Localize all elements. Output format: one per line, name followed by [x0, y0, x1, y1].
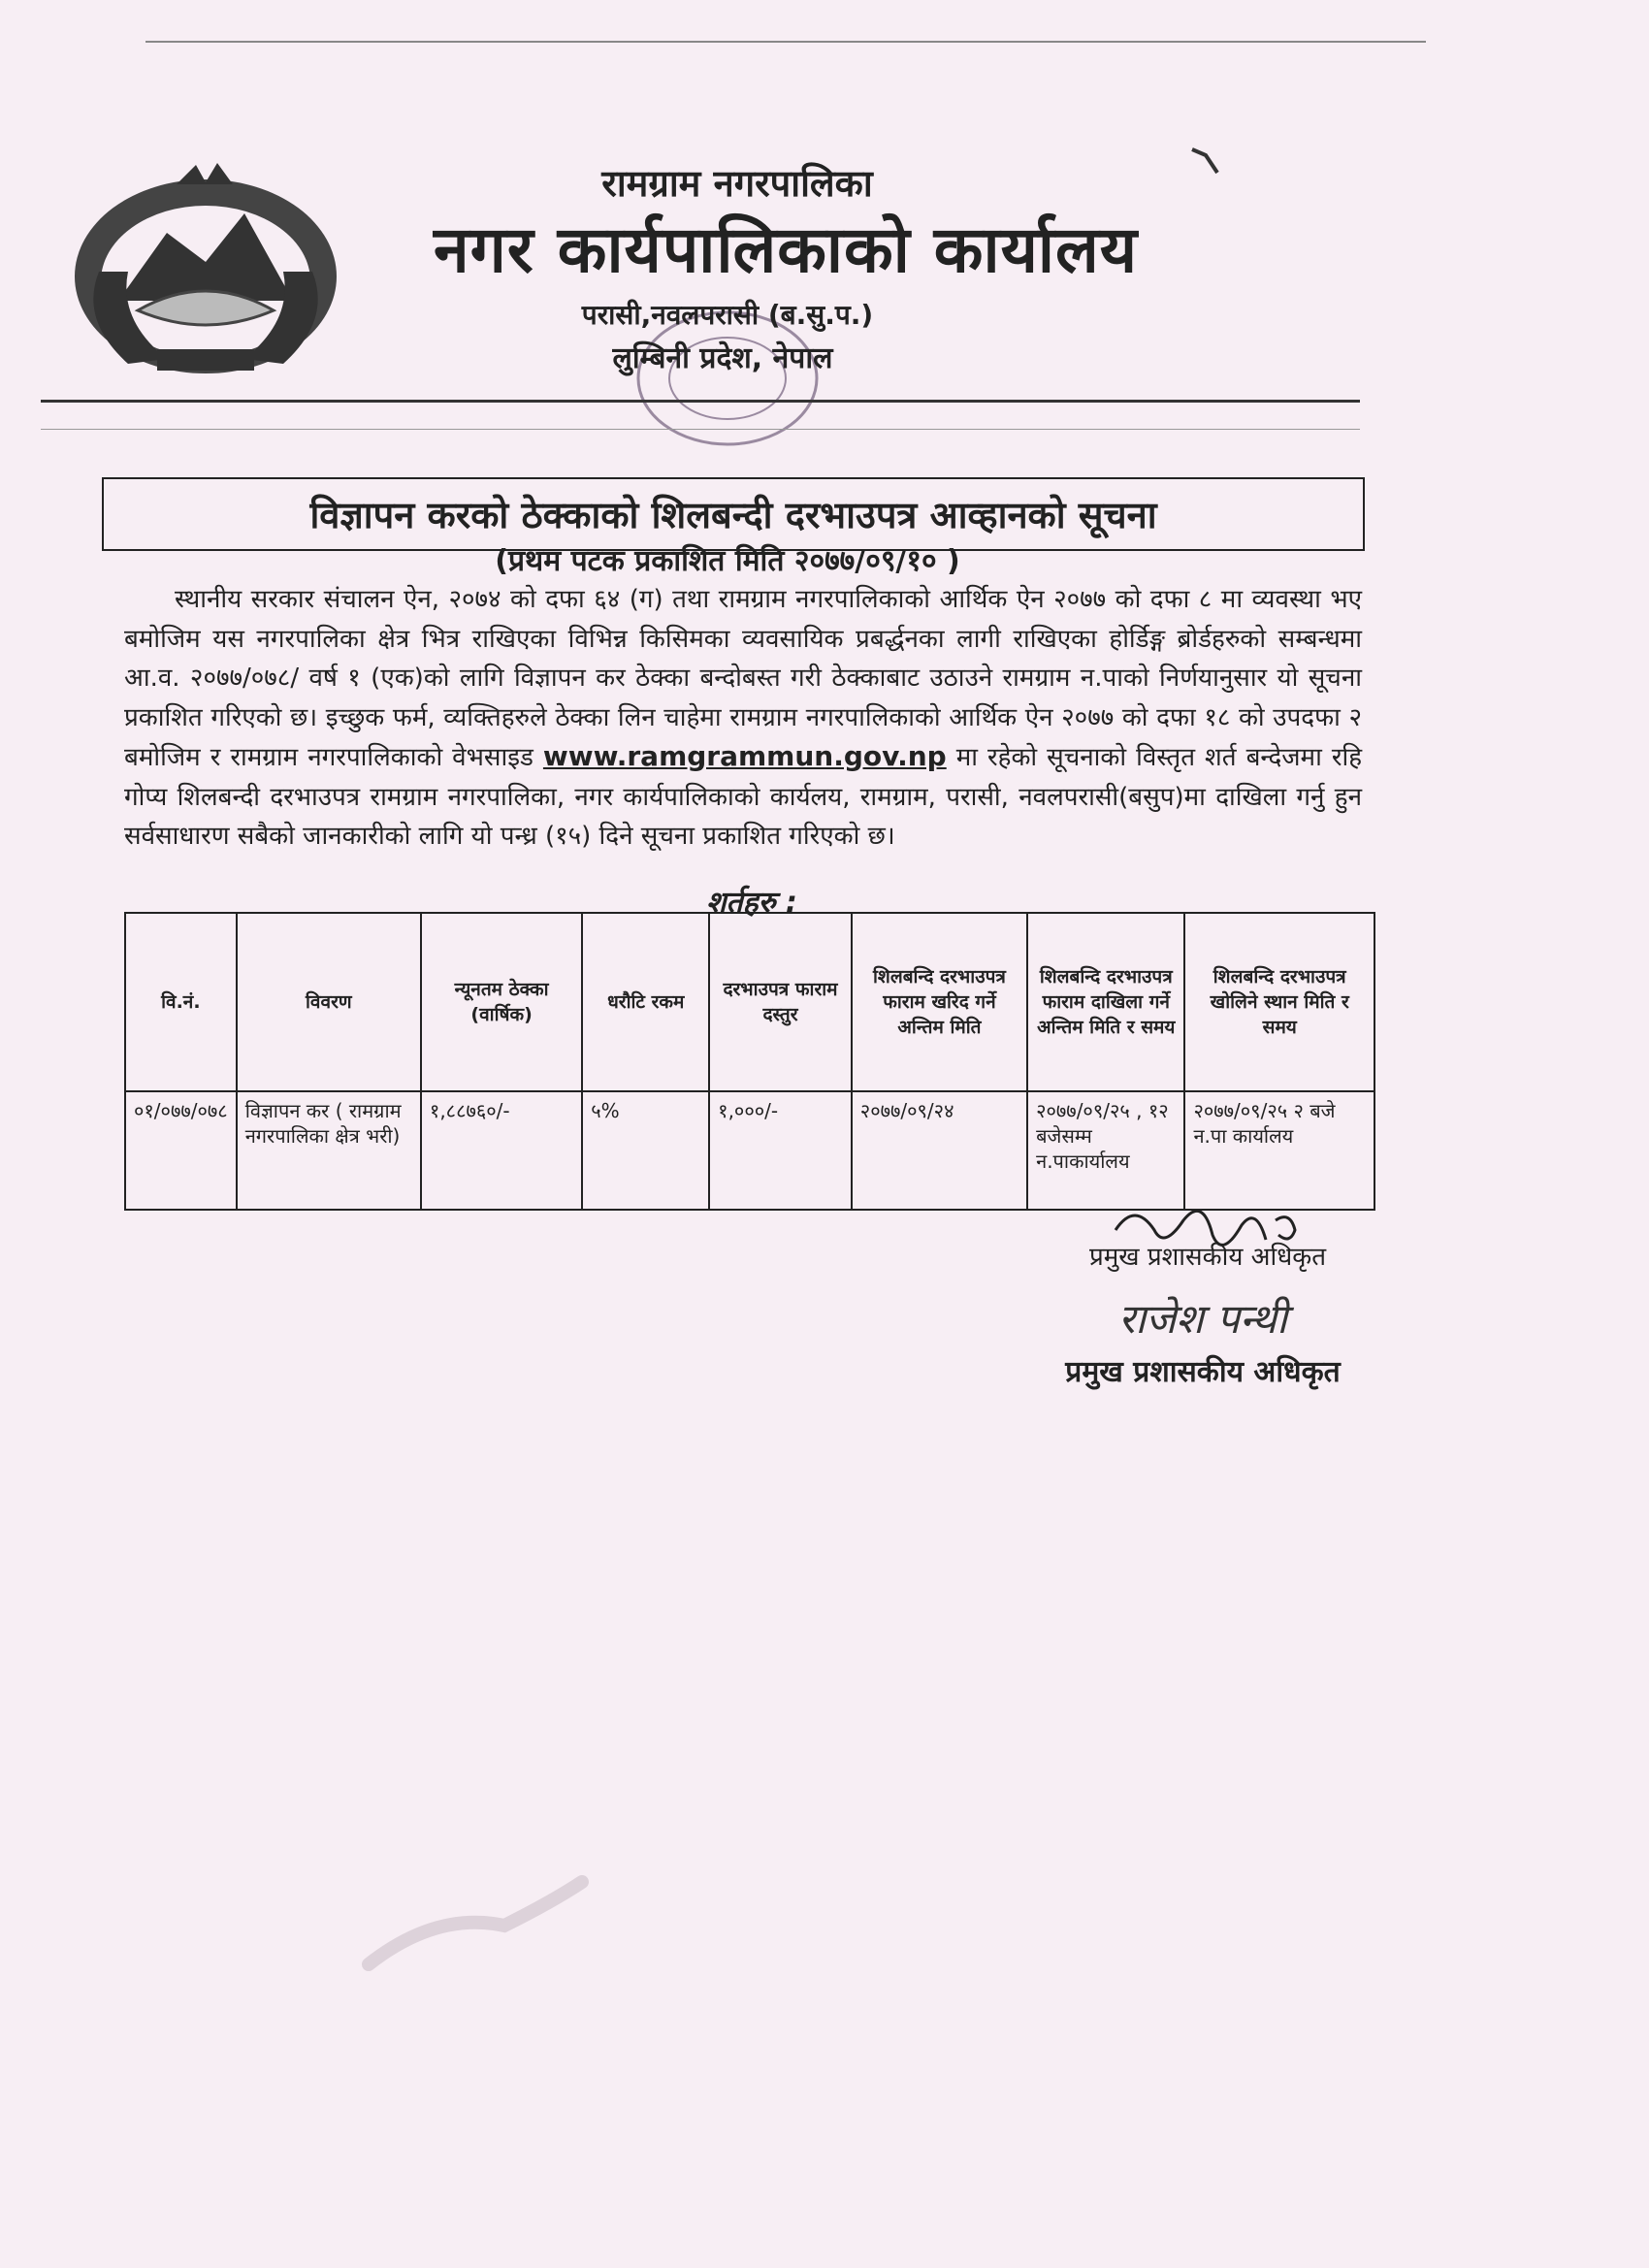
notice-title: विज्ञापन करको ठेक्काको शिलबन्दी दरभाउपत्र आव्हानको सूचना — [309, 494, 1157, 536]
cell-form-fee: १,०००/- — [709, 1091, 852, 1210]
cell-description: विज्ञापन कर ( रामग्राम नगरपालिका क्षेत्र भरी) — [237, 1091, 421, 1210]
notice-body — [124, 580, 1362, 857]
cell-purchase-deadline: २०७७/०९/२४ — [852, 1091, 1027, 1210]
tick-mark-icon — [1188, 144, 1227, 182]
notice-body-part2: मा रहेको सूचनाको विस्तृत शर्त बन्देजमा रहि गोप्य शिलबन्दी दरभाउपत्र रामग्राम नगरपालिका, नगर कार्यपालिकाको कार्यलय, रामग्राम, परासी, नवलपरासी(बसुप)मा दाखिला गर्नु हुन सर्वसाधारण सबैको जानकारीको लागि यो पन्ध्र (१५) दिने सूचना प्रकाशित गरिएको छ। — [124, 743, 1363, 851]
cell-opening-place-time: २०७७/०९/२५ २ बजे न.पा कार्यालय — [1184, 1091, 1374, 1210]
signer-stamp-title: प्रमुख प्रशासकीय अधिकृत — [1065, 1355, 1341, 1389]
header-divider-thin — [41, 429, 1360, 430]
signer-name-stamp: राजेश पन्थी — [1118, 1295, 1287, 1343]
header-description: विवरण — [237, 913, 421, 1091]
header-serial: वि.नं. — [125, 913, 237, 1091]
ink-smudge — [359, 1872, 592, 1979]
terms-heading: शर्तहरु : — [706, 886, 797, 920]
office-province: लुम्बिनी प्रदेश, नेपाल — [612, 341, 833, 375]
nepal-emblem-icon — [60, 155, 351, 378]
header-form-fee: दरभाउपत्र फाराम दस्तुर — [709, 913, 852, 1091]
municipality-name: रामग्राम नगरपालिका — [601, 162, 873, 205]
publication-date: (प्रथम पटक प्रकाशित मिति २०७७/०९/१० ) — [495, 544, 960, 578]
header-deposit: धरौटि रकम — [582, 913, 709, 1091]
cell-submission-deadline: २०७७/०९/२५ , १२ बजेसम्म न.पाकार्यालय — [1027, 1091, 1184, 1210]
header-opening-place-time: शिलबन्दि दरभाउपत्र खोलिने स्थान मिति र समय — [1184, 913, 1374, 1091]
tender-table — [124, 912, 1375, 1211]
header-divider — [41, 400, 1360, 403]
office-address: परासी,नवलपरासी (ब.सु.प.) — [581, 299, 874, 331]
table-header-row — [125, 913, 1374, 1091]
cell-serial: ०१/०७७/०७८ — [125, 1091, 237, 1210]
cell-minimum-contract: १,८८७६०/- — [421, 1091, 582, 1210]
website-link[interactable]: www.ramgrammun.gov.np — [542, 740, 947, 772]
header-minimum-contract: न्यूनतम ठेक्का (वार्षिक) — [421, 913, 582, 1091]
cell-deposit: ५% — [582, 1091, 709, 1210]
notice-body-part1: स्थानीय सरकार संचालन ऐन, २०७४ को दफा ६४ (ग) तथा रामग्राम नगरपालिकाको आर्थिक ऐन २०७७ को दफा ८ मा व्यवस्था भए बमोजिम यस नगरपालिका क्षेत्र भित्र राखिएका विभिन्न किसिमका व्यवसायिक प्रबर्द्धनका लागी राखिएका होर्डिङ्ग ब्रोर्डहरुको सम्बन्धमा आ.व. २०७७/०७८/ वर्ष १ (एक)को लागि विज्ञापन कर ठेक्का बन्दोबस्त गरी ठेक्काबाट उठाउने रामग्राम न.पाको निर्णयानुसार यो सूचना प्रकाशित गरिएको छ। इच्छुक फर्म, व्यक्तिहरुले ठेक्का लिन चाहेमा रामग्राम नगरपालिकाको आर्थिक ऐन २०७७ को दफा १८ को उपदफा २ बमोजिम र रामग्राम नगरपालिकाको वेभसाइड — [124, 585, 1362, 772]
top-border-line — [146, 41, 1426, 43]
office-name: नगर कार्यपालिकाको कार्यालय — [434, 212, 1138, 287]
signer-title: प्रमुख प्रशासकीय अधिकृत — [1088, 1243, 1327, 1272]
header-submission-deadline: शिलबन्दि दरभाउपत्र फाराम दाखिला गर्ने अन्तिम मिति र समय — [1027, 913, 1184, 1091]
header-purchase-deadline: शिलबन्दि दरभाउपत्र फाराम खरिद गर्ने अन्तिम मिति — [852, 913, 1027, 1091]
